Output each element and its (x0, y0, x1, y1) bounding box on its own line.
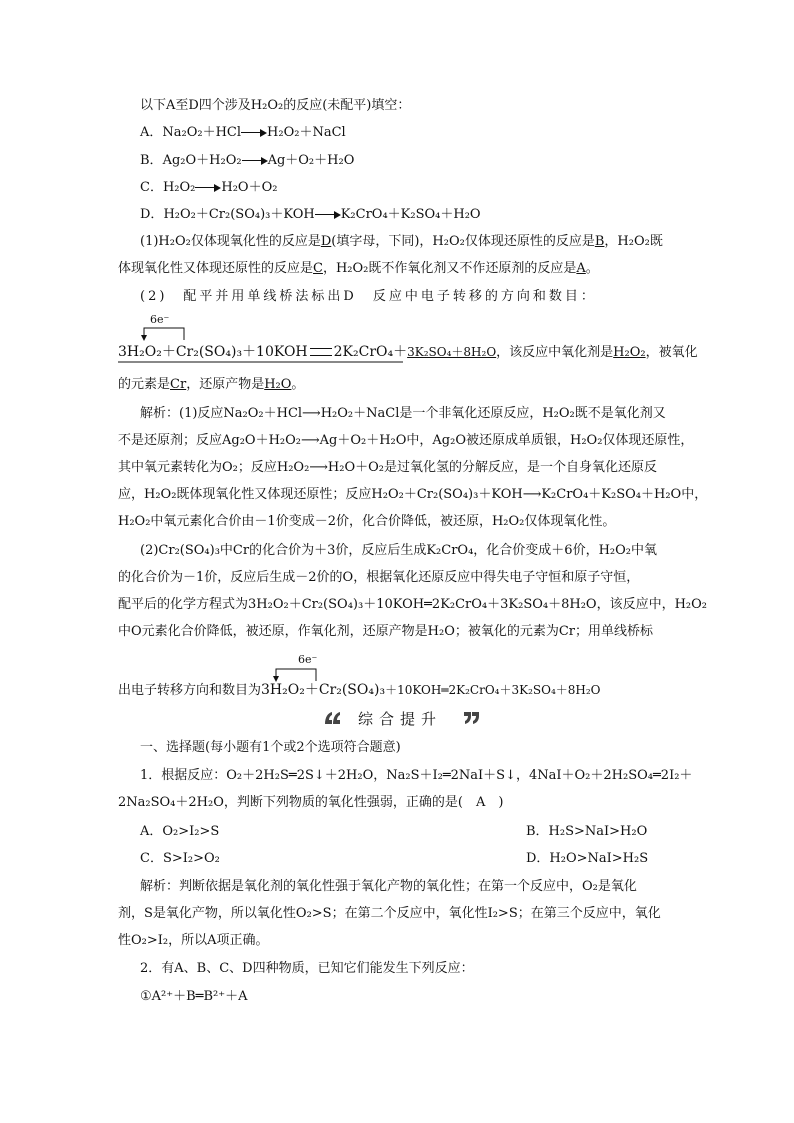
problem-1-line1: 1．根据反应：O₂＋2H₂S═2S↓＋2H₂O，Na₂S＋I₂═2NaI＋S↓，4NaI＋O₂＋2H₂SO₄═2I₂＋ (140, 768, 693, 783)
problem-1-analysis-line: 剂，S是氧化产物，所以氧化性O₂>S；在第二个反应中，氧化性I₂>S；在第三个反应中，氧化 (118, 906, 661, 921)
choice-d: D．H₂O>NaI>H₂S (526, 851, 649, 866)
reaction-arrow-icon (242, 157, 268, 165)
equals-sign-icon (310, 348, 332, 356)
question-2-line3: 的元素是Cr，还原产物是H₂O。 (118, 377, 305, 392)
intro-text: 以下A至D四个涉及H₂O₂的反应(未配平)填空： (140, 98, 411, 113)
choice-c: C．S>I₂>O₂ (140, 851, 220, 866)
analysis-1-line: 不是还原剂；反应Ag₂O＋H₂O₂⟶Ag＋O₂＋H₂O中，Ag₂O被还原成单质银，H₂O₂仅体现还原性， (118, 433, 694, 448)
problem-1-analysis-line: 性O₂>I₂，所以A项正确。 (118, 933, 269, 948)
question-1-line1: (1)H₂O₂仅体现氧化性的反应是D(填字母，下同)，H₂O₂仅体现还原性的反应是B，H₂O₂既 (140, 234, 663, 249)
reaction-arrow-icon (241, 129, 267, 137)
analysis-2-last-line: 出电子转移方向和数目为3H₂O₂＋Cr₂(SO₄)₃＋10KOH═2K₂CrO₄＋3K₂SO₄＋8H₂O (118, 682, 601, 698)
answer-blank: D (320, 234, 332, 249)
problem-2-line1: 2．有A、B、C、D四种物质，已知它们能发生下列反应： (140, 961, 474, 976)
electron-count-label: 6e⁻ (150, 313, 170, 326)
analysis-1-line: 应，H₂O₂既体现氧化性又体现还原性；反应H₂O₂＋Cr₂(SO₄)₃＋KOH⟶K₂CrO₄＋K₂SO₄＋H₂O中， (118, 487, 708, 502)
problem-1-analysis-line: 解析：判断依据是氧化剂的氧化性强于氧化产物的氧化性；在第一个反应中，O₂是氧化 (140, 879, 637, 894)
section-heading: 综合提升 (340, 707, 460, 731)
choice-b: B．H₂S>NaI>H₂O (526, 824, 648, 839)
choice-a: A．O₂>I₂>S (140, 824, 220, 839)
answer-blank: C (313, 261, 323, 276)
answer-blank: H₂O₂ (613, 345, 646, 360)
answer-letter: A (475, 795, 486, 810)
answer-blank: A (576, 261, 586, 276)
problem-1-line2: 2Na₂SO₄＋2H₂O，判断下列物质的氧化性强弱，正确的是( A ) (118, 795, 504, 810)
choice-row-2 (140, 849, 694, 869)
analysis-2-line: (2)Cr₂(SO₄)₃中Cr的化合价为＋3价，反应后生成K₂CrO₄，化合价变成＋6价，H₂O₂中氧 (140, 543, 657, 558)
analysis-1-line: H₂O₂中氧元素化合价由－1价变成－2价，化合价降低，被还原，H₂O₂仅体现氧化性。 (118, 514, 616, 529)
choice-row-1 (140, 822, 694, 842)
analysis-1-line: 其中氧元素转化为O₂；反应H₂O₂⟶H₂O＋O₂是过氧化氢的分解反应，是一个自身氧化还原反 (118, 460, 657, 475)
reaction-arrow-icon (315, 211, 341, 219)
answer-blank: Cr (170, 377, 187, 392)
answer-blank: H₂O (264, 377, 292, 392)
option-a: A．Na₂O₂＋HCl H₂O₂＋NaCl (140, 125, 346, 140)
answer-blank: B (594, 234, 605, 249)
quote-left-icon (322, 710, 342, 726)
analysis-1-line: 解析：(1)反应Na₂O₂＋HCl⟶H₂O₂＋NaCl是一个非氧化还原反应，H₂O₂既不是氧化剂又 (140, 406, 666, 421)
section-title: 一、选择题(每小题有1个或2个选项符合题意) (140, 740, 401, 755)
option-c: C．H₂O₂ H₂O＋O₂ (140, 180, 278, 195)
option-b: B．Ag₂O＋H₂O₂ Ag＋O₂＋H₂O (140, 153, 355, 168)
question-1-line2: 体现氧化性又体现还原性的反应是C，H₂O₂既不作氧化剂又不作还原剂的反应是A。 (118, 261, 599, 276)
question-2-prompt: (2) 配平并用单线桥法标出D 反应中电子转移的方向和数目： (140, 289, 597, 304)
analysis-2-line: 中O元素化合价降低，被还原，作氧化剂，还原产物是H₂O；被氧化的元素为Cr；用单线桥标 (118, 624, 654, 639)
problem-2-line2: ①A²⁺＋B═B²⁺＋A (140, 989, 248, 1004)
reaction-arrow-icon (195, 184, 221, 192)
balanced-equation: 3H₂O₂＋Cr₂(SO₄)₃＋10KOH 2K₂CrO₄＋3K₂SO₄＋8H₂O，该反应中氧化剂是H₂O₂，被氧化 (118, 344, 698, 360)
equation-underline (118, 361, 403, 364)
option-d: D．H₂O₂＋Cr₂(SO₄)₃＋KOH K₂CrO₄＋K₂SO₄＋H₂O (140, 207, 481, 222)
analysis-2-line: 配平后的化学方程式为3H₂O₂＋Cr₂(SO₄)₃＋10KOH═2K₂CrO₄＋3K₂SO₄＋8H₂O，该反应中，H₂O₂ (118, 597, 708, 612)
electron-count-label: 6e⁻ (298, 653, 318, 666)
quote-right-icon (462, 710, 482, 726)
analysis-2-line: 的化合价为－1价，反应后生成－2价的O，根据氧化还原反应中得失电子守恒和原子守恒， (118, 570, 640, 585)
